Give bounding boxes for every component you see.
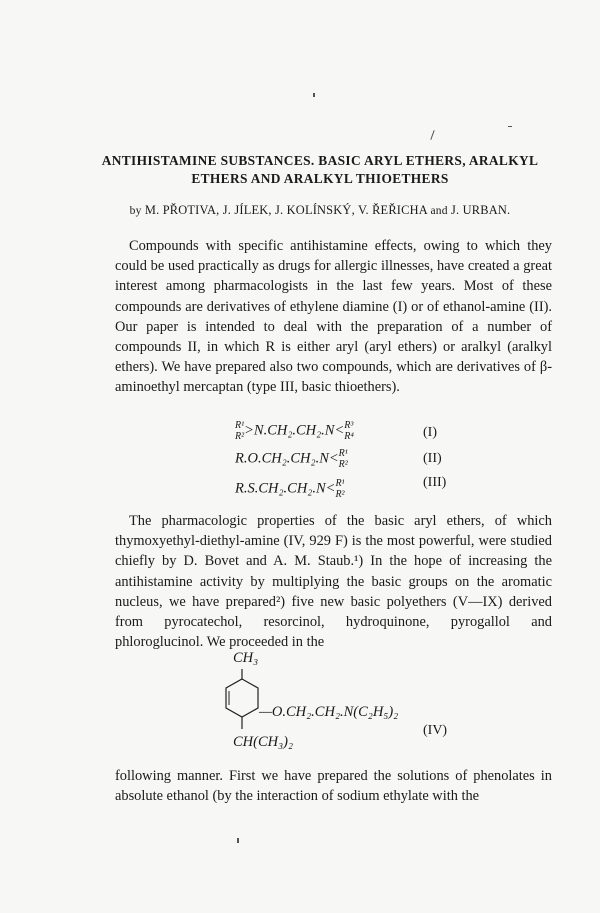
formula-I-r4: R⁴ (344, 431, 354, 442)
formula-II-r2: R² (338, 459, 348, 470)
paragraph-pharmacology: The pharmacologic properties of the basic aryl ethers, of which thymoxyethyl-diethyl-amine (IV, 929 F) is the most powerful, were studied chiefly by D. Bovet and A. M. Staub.¹) In the hope of increasing the antihistamine activity by multiplying the basic groups on the aromatic nucleus, we have prepared²) five new basic polyethers (V—IX) derived from pyrocatechol, resorcinol, hydroquinone, pyrogallol and phloroglucinol. We proceeded in the (115, 513, 552, 651)
formula-I-label: (I) (423, 425, 437, 440)
formula-I (235, 420, 354, 442)
formula-III-core: R.S.CH₂.CH₂.N< (235, 480, 336, 497)
formula-II (235, 448, 348, 470)
formula-III-label: (III) (423, 475, 447, 490)
formula-I-r2: R² (235, 431, 245, 442)
authors-by: by (129, 205, 142, 217)
title-line-1: ANTIHISTAMINE SUBSTANCES. BASIC ARYL ETHERS, ARALKYL (101, 153, 539, 168)
scan-mark (237, 838, 239, 843)
authors-and: and (430, 205, 448, 217)
formula-II-r1: R¹ (338, 448, 348, 459)
structure-IV-label: (IV) (423, 723, 448, 738)
formula-I-r1: R¹ (235, 420, 245, 431)
formula-I-r3: R³ (344, 420, 354, 431)
paragraph-intro: Compounds with specific antihistamine effects, owing to which they could be used practically as drugs for allergic illnesses, have created a great interest among pharmacologists in the last few years. Most of these compounds are derivatives of ethylene diamine (I) or of ethanol-amine (II). Our paper is intended to deal with the preparation of a number of compounds II, in which R is either aryl (aryl ethers) or aralkyl (aralkyl ethers). We have prepared also two compounds, which are derivatives of β-aminoethyl mercaptan (type III, basic thioethers). (115, 238, 552, 396)
structure-IV-top: CH₃ (233, 650, 259, 666)
authors-names: M. PŘOTIVA, J. JÍLEK, J. KOLÍNSKÝ, V. ŘEŘICHA (144, 203, 428, 217)
authors-line (100, 203, 540, 218)
structure-IV-side: —O.CH₂.CH₂.N(C₂H₅)₂ (259, 704, 399, 720)
scan-mark (313, 93, 315, 97)
formula-III (235, 478, 345, 500)
scan-mark (430, 130, 434, 140)
structure-IV (225, 645, 485, 755)
title-line-2: ETHERS AND ARALKYL THIOETHERS (191, 171, 449, 186)
scan-mark (508, 126, 512, 127)
article-title (100, 152, 540, 188)
formula-III-r1: R¹ (335, 478, 345, 489)
formula-II-core: R.O.CH₂.CH₂.N< (235, 450, 339, 467)
formula-I-core: >N.CH₂.CH₂.N< (244, 422, 345, 439)
paragraph-procedure: following manner. First we have prepared the solutions of phenolates in absolute ethanol (by the interaction of sodium ethylate with the (115, 768, 552, 805)
formula-II-label: (II) (423, 451, 442, 466)
structure-IV-bottom: CH(CH₃)₂ (233, 734, 294, 750)
authors-last: J. URBAN. (451, 203, 511, 217)
formula-III-r2: R² (335, 489, 345, 500)
